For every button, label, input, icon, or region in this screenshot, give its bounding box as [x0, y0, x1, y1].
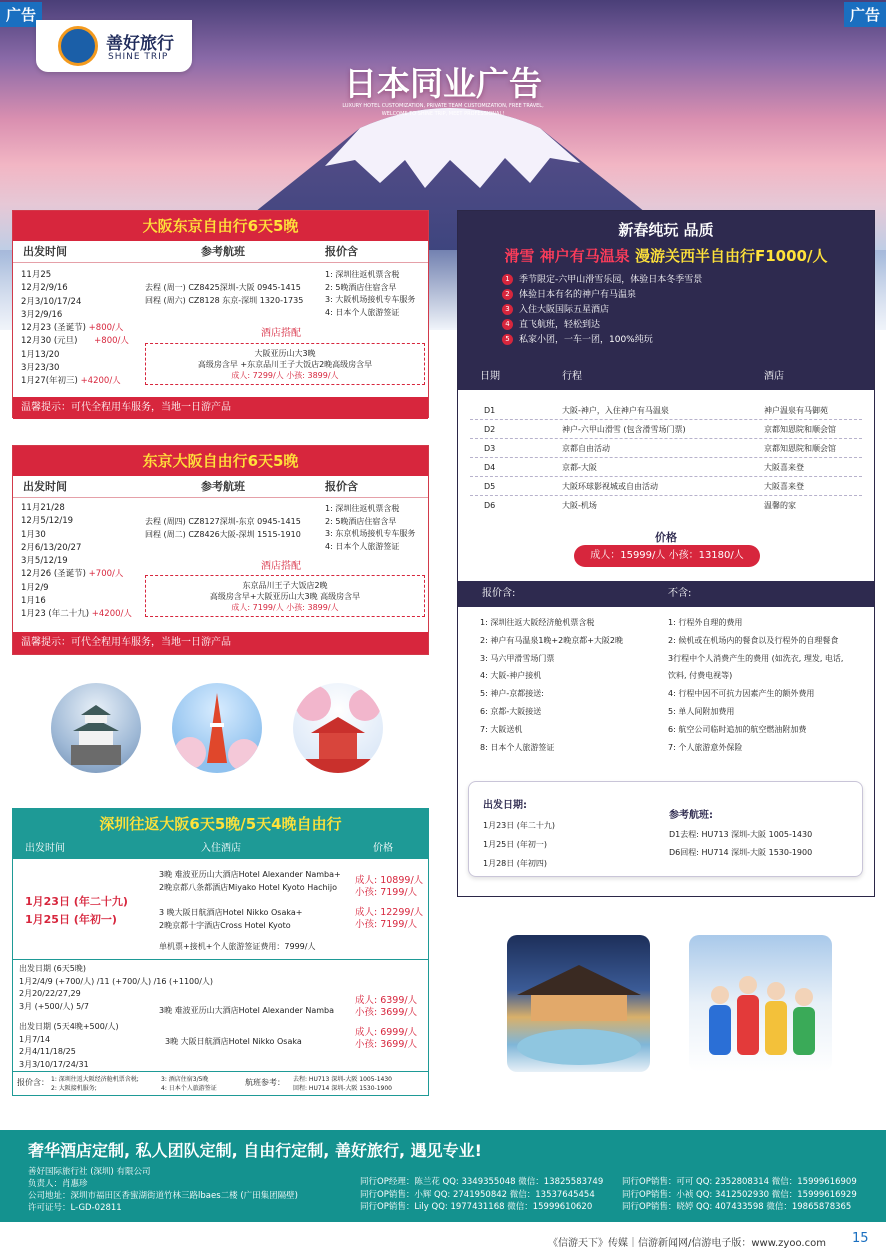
card-osaka-tokyo — [12, 210, 429, 418]
flight-back: 回程 (周二) CZ8426大阪-深圳 1515-1910 — [145, 529, 301, 539]
table-row: D4 京都-大阪 大阪喜来登 — [470, 458, 862, 477]
schedule-table — [470, 401, 862, 515]
date-row: 12月5/12/19 — [21, 516, 74, 527]
panel-top-title: 新春纯玩 品质 — [618, 221, 714, 239]
schedule-header: 日期 行程 酒店 — [458, 364, 874, 390]
feature-list — [502, 273, 862, 348]
card-column-headers — [13, 476, 428, 498]
card-title: 大阪东京自由行6天5晚 — [13, 211, 428, 241]
footer-slogan: 奢华酒店定制, 私人团队定制, 自由行定制, 善好旅行, 遇见专业! — [28, 1141, 482, 1160]
dates-5d: 出发日期 (5天4晚+500/人) 1月7/14 2月4/11/18/25 3月3/10/17/24/31 — [19, 1022, 119, 1069]
col-includes: 报价含 — [325, 480, 358, 493]
departure-dates: 1月23日 (年二十九) 1月25日 (年初一) 1月28日 (年初四) — [483, 821, 556, 868]
photo-onsen — [507, 935, 650, 1072]
card-footer-tip: 温馨提示：可代全程用车服务，当地一日游产品 — [13, 632, 428, 654]
col-dates: 出发时间 — [23, 245, 67, 258]
page-subtitle: LUXURY HOTEL CUSTOMIZATION, PRIVATE TEAM CUSTOMIZATION, FREE TRAVEL, WELCOME TO SHINE TRIP, MEET PROFESSIONAL! — [342, 103, 544, 117]
price-label: 价格 — [655, 531, 677, 544]
bottom-media-bar — [0, 1228, 886, 1250]
page-number: 15 — [852, 1231, 869, 1246]
flight-out: 去程 (周一) CZ8425深圳-大阪 0945-1415 — [145, 283, 301, 292]
date-row: 1月27(年初三) +4200/人 — [21, 376, 121, 387]
included-list: 1: 深圳往返大阪经济舱机票含税 2: 神户有马温泉1晚+2晚京都+大阪2晚 3: 马六甲滑雪场门票 4: 大阪-神户接机 5: 神户-京都接送: 6: 京都-大阪接送 7: 大阪送机 8: 日本个人旅游签证 — [480, 618, 624, 752]
foot-includes-2: 3: 酒店住宿3/5晚 4: 日本个人旅游签证 — [161, 1076, 217, 1092]
panel-headline: 滑雪 神户有马温泉 漫游关西半自由行F1000/人 — [504, 247, 828, 265]
option2-hotel: 3 晚大阪日航酒店Hotel Nikko Osaka+ 2晚京都十字酒店Cross Hotel Kyoto — [159, 908, 303, 930]
option1-hotel: 3晚 难波亚历山大酒店Hotel Alexander Namba+ 2晚京都八条都酒店Miyako Hotel Kyoto Hachijo — [159, 870, 341, 892]
photo-osaka-castle — [51, 683, 141, 773]
date-list — [21, 502, 151, 622]
col-dates: 出发时间 — [23, 480, 67, 493]
date-row: 1月16 — [21, 596, 46, 607]
tower-icon — [172, 683, 262, 773]
single-ticket: 单机票+接机+个人旅游签证费用：7999/人 — [159, 942, 316, 951]
footer-company-info — [28, 1166, 298, 1214]
includes-list: 1: 深圳往返机票含税 2: 5晚酒店住宿含早 3: 东京机场接机专车服务 4: 日本个人旅游签证 — [325, 504, 416, 551]
date-row: 1月13/20 — [21, 349, 60, 360]
departure-box — [468, 781, 863, 877]
card-shenzhen-osaka — [12, 808, 429, 1096]
skier-icon — [689, 935, 832, 1072]
ad-tag-left: 广告 — [0, 2, 42, 27]
price-pill: 成人：15999/人 小孩：13180/人 — [574, 545, 760, 567]
hotel-label: 酒店搭配 — [261, 328, 301, 339]
date-row: 1月30 — [21, 529, 46, 540]
company-person: 负责人：肖惠珍 — [28, 1179, 88, 1189]
company-license: 许可证号：L-GD-02811 — [28, 1203, 122, 1213]
price-6d: 成人: 6399/人 小孩: 3699/人 — [355, 995, 418, 1018]
price-5d: 成人: 6999/人 小孩: 3699/人 — [355, 1027, 418, 1050]
ad-tag-right: 广告 — [844, 2, 886, 27]
foot-label: 报价含： — [17, 1078, 49, 1087]
date-row: 3月2/9/16 — [21, 309, 63, 320]
flight-info — [145, 282, 325, 307]
footer-contacts-1: 同行OP经理：陈兰花 QQ: 3349355048 微信：13825583749 同行OP销售：小辉 QQ: 2741950842 微信：13537645454 同行OP销售：Lily QQ: 1977431168 微信：15999610620 — [360, 1177, 604, 1212]
table-row: D1 大阪-神户，入住神户有马温泉 神户温泉有马御苑 — [470, 401, 862, 420]
card-tokyo-osaka — [12, 445, 429, 655]
card-column-headers: 出发时间 入住酒店 价格 — [13, 839, 428, 859]
castle-icon — [51, 683, 141, 773]
date-row: 11月25 — [21, 270, 52, 280]
footer — [0, 1130, 886, 1222]
foot-flight-label: 航班参考： — [245, 1078, 285, 1087]
ski-onsen-panel — [457, 210, 875, 897]
table-row: D3 京都自由活动 京都知恩院和顺会馆 — [470, 439, 862, 458]
company-name: 善好国际旅行社 (深圳) 有限公司 — [28, 1167, 151, 1177]
ref-flight-label: 参考航班: — [669, 810, 713, 821]
feature-item: 1 季节限定-六甲山滑雪乐园，体验日本冬季雪景 — [502, 273, 862, 288]
logo-text-cn: 善好旅行 — [106, 34, 174, 54]
excluded-list: 1: 行程外自理的费用 2: 候机或在机场内的餐食以及行程外的自理餐食 3行程中个人消费产生的费用 (如洗衣, 理发, 电话, 饮料, 付费电视等) 4: 行程中因不可抗力因素产生的额外费用 5: 单人间附加费用 6: 航空公司临时追加的航空燃油附加费 7: 个人旅游意外保险 — [668, 618, 844, 752]
date-row: 1月23 (年二十九) +4200/人 — [21, 609, 132, 620]
panel-header — [458, 211, 874, 369]
table-row: D2 神户-六甲山滑雪 (包含滑雪场门票) 京都知恩院和顺会馆 — [470, 420, 862, 439]
date-list — [21, 269, 151, 389]
ref-flights: D1去程: HU713 深圳-大阪 1005-1430 D6回程: HU714 深圳-大阪 1530-1900 — [669, 830, 813, 857]
date-row: 12月30 (元旦) +800/人 — [21, 336, 129, 347]
hotel-box: 东京品川王子大饭店2晚 高级房含早+大阪亚历山大3晚 高级房含早 成人: 7199/人 小孩: 3899/人 — [145, 575, 425, 617]
hotel-label: 酒店搭配 — [261, 561, 301, 572]
includes-list: 1: 深圳往返机票含税 2: 5晚酒店住宿含早 3: 大阪机场接机专车服务 4: 日本个人旅游签证 — [325, 270, 416, 317]
top-dates: 1月23日 (年二十九) 1月25日 (年初一) — [25, 895, 128, 926]
card-title: 深圳往返大阪6天5晚/5天4晚自由行 — [13, 809, 428, 839]
hotel-6d: 3晚 难波亚历山大酒店Hotel Alexander Namba — [159, 1006, 335, 1015]
table-row: D5 大阪环球影视城或自由活动 大阪喜来登 — [470, 477, 862, 496]
date-row: 1月2/9 — [21, 582, 49, 593]
includes-header: 报价含: 不含: — [458, 581, 874, 607]
col-flight: 参考航班 — [201, 245, 245, 258]
card-column-headers — [13, 241, 428, 263]
date-row: 12月26 (圣诞节) +700/人 — [21, 569, 124, 580]
photo-ski-family — [689, 935, 832, 1072]
feature-item: 4 直飞航班，轻松到达 — [502, 318, 862, 333]
table-row: D6 大阪-机场 温馨的家 — [484, 501, 796, 510]
flight-info — [145, 516, 325, 541]
date-row: 2月3/10/17/24 — [21, 296, 82, 307]
date-row: 12月23 (圣诞节) +800/人 — [21, 323, 124, 334]
foot-includes: 1: 深圳往返大阪经济舱机票含税; 2: 大阪接机服务; — [51, 1076, 139, 1092]
footer-contacts-2: 同行OP销售：可可 QQ: 2352808314 微信：15999616909 同行OP销售：小祯 QQ: 3412502930 微信：15999616929 同行OP销售：晓婷 QQ: 407433598 微信：19865878365 — [622, 1177, 857, 1212]
date-row: 11月21/28 — [21, 503, 65, 513]
option2-price: 成人: 12299/人 小孩: 7199/人 — [355, 907, 424, 930]
dates-6d: 出发日期 (6天5晚) 1月2/4/9 (+700/人) /11 (+700/人) /16 (+1100/人) 2月20/22/27,29 3月 (+500/人) 5/7 — [19, 964, 214, 1011]
hotel-5d: 3晚 大阪日航酒店Hotel Nikko Osaka — [165, 1037, 302, 1046]
option1-price: 成人: 10899/人 小孩: 7199/人 — [355, 875, 424, 898]
feature-item: 5 私家小团，一车一团，100%纯玩 — [502, 333, 862, 348]
page-title: 日本同业广告 — [344, 64, 542, 103]
onsen-icon — [507, 935, 650, 1072]
date-row: 2月6/13/20/27 — [21, 542, 82, 553]
media-text: 《信游天下》传媒｜信游新闻网/信游电子版：www.zyoo.com — [548, 1238, 826, 1249]
photo-tokyo-tower — [172, 683, 262, 773]
card-title: 东京大阪自由行6天5晚 — [13, 446, 428, 476]
col-includes: 报价含 — [325, 245, 358, 258]
logo-text-en: SHINE TRIP — [108, 52, 169, 62]
photo-temple — [293, 683, 383, 773]
flight-back: 回程 (周六) CZ8128 东京-深圳 1320-1735 — [145, 295, 304, 305]
feature-item: 3 入住大阪国际五星酒店 — [502, 303, 862, 318]
company-address: 公司地址：深圳市福田区香蜜湖街道竹林三路lbaes二楼 (广田集团隔壁) — [28, 1191, 298, 1201]
price: 成人: 7199/人 小孩: 3899/人 — [231, 603, 339, 612]
date-row: 12月2/9/16 — [21, 283, 68, 294]
date-row: 3月5/12/19 — [21, 556, 68, 567]
price: 成人: 7299/人 小孩: 3899/人 — [231, 371, 339, 380]
departure-label: 出发日期: — [483, 800, 527, 811]
hotel-box: 大阪亚历山大3晚 高级房含早 +东京品川王子大饭店2晚高级房含早 成人: 7299/人 小孩: 3899/人 — [145, 343, 425, 385]
temple-icon — [293, 683, 383, 773]
date-row: 3月23/30 — [21, 363, 60, 374]
flight-out: 去程 (周四) CZ8127深圳-东京 0945-1415 — [145, 517, 301, 526]
feature-item: 2 体验日本有名的神户有马温泉 — [502, 288, 862, 303]
col-flight: 参考航班 — [201, 480, 245, 493]
card-footer-tip: 温馨提示：可代全程用车服务，当地一日游产品 — [13, 397, 428, 419]
foot-flights: 去程: HU713 深圳-大阪 1005-1430 回程: HU714 深圳-大阪 1530-1900 — [293, 1076, 392, 1092]
